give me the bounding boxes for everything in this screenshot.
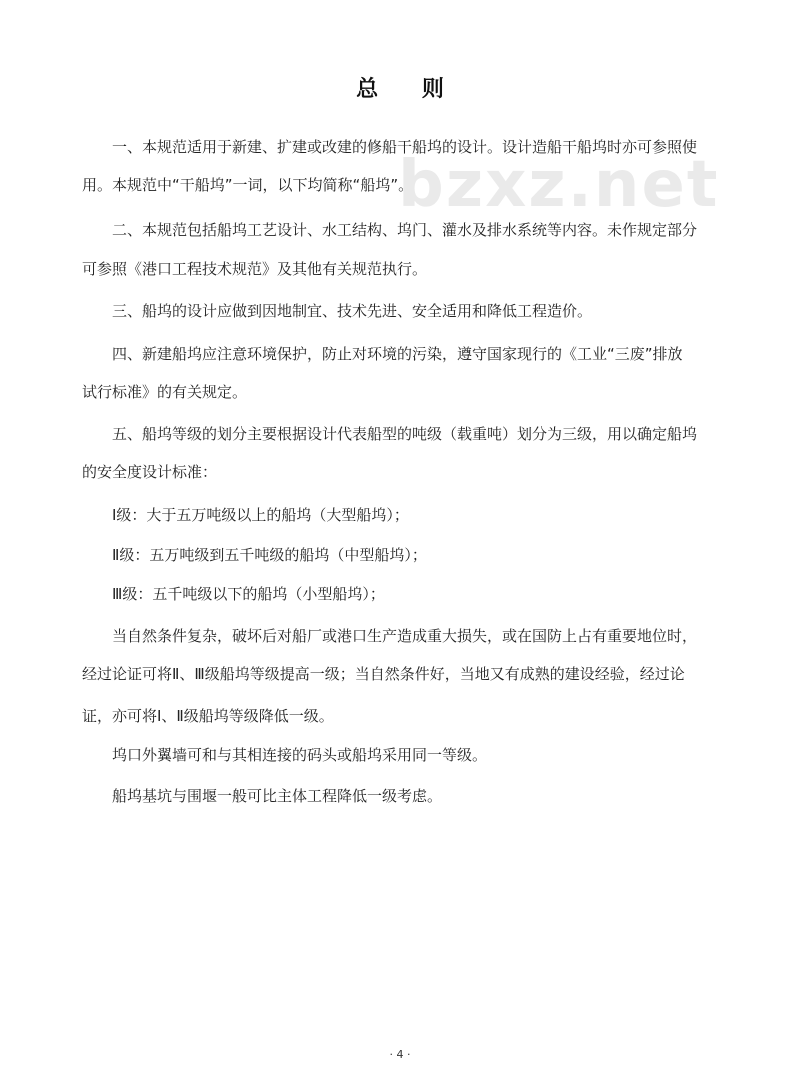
paragraph-6-line-1: 当自然条件复杂，破坏后对船厂或港口生产造成重大损失，或在国防上占有重要地位时， [112, 627, 698, 645]
page-number: · 4 · [389, 1048, 411, 1061]
paragraph-8-line-1: 船坞基坑与围堰一般可比主体工程降低一级考虑。 [112, 787, 443, 805]
paragraph-4-line-1: 四、新建船坞应注意环境保护，防止对环境的污染，遵守国家现行的《工业“三废”排放 [112, 345, 683, 363]
paragraph-1-line-1: 一、本规范适用于新建、扩建或改建的修船干船坞的设计。设计造船干船坞时亦可参照使 [112, 138, 698, 156]
grade-1-item: Ⅰ级：大于五万吨级以上的船坞（大型船坞）； [112, 506, 409, 524]
paragraph-4-line-2: 试行标准》的有关规定。 [82, 383, 248, 401]
paragraph-6-line-2: 经过论证可将Ⅱ、Ⅲ级船坞等级提高一级；当自然条件好，当地又有成熟的建设经验，经过论 [82, 665, 685, 683]
paragraph-5-line-1: 五、船坞等级的划分主要根据设计代表船型的吨级（载重吨）划分为三级，用以确定船坞 [112, 425, 698, 443]
paragraph-1-line-2: 用。本规范中“干船坞”一词，以下均简称“船坞”。 [82, 176, 414, 194]
paragraph-3-line-1: 三、船坞的设计应做到因地制宜、技术先进、安全适用和降低工程造价。 [112, 302, 593, 320]
page-title: 总 则 [356, 77, 462, 102]
grade-3-item: Ⅲ级：五千吨级以下的船坞（小型船坞）； [112, 585, 385, 603]
paragraph-7-line-1: 坞口外翼墙可和与其相连接的码头或船坞采用同一等级。 [112, 746, 488, 764]
paragraph-2-line-1: 二、本规范包括船坞工艺设计、水工结构、坞门、灌水及排水系统等内容。未作规定部分 [112, 221, 698, 239]
grade-2-item: Ⅱ级：五万吨级到五千吨级的船坞（中型船坞）； [112, 546, 427, 564]
watermark-text: bzxz.net [398, 148, 720, 222]
paragraph-6-line-3: 证，亦可将Ⅰ、Ⅱ级船坞等级降低一级。 [82, 707, 334, 725]
paragraph-2-line-2: 可参照《港口工程技术规范》及其他有关规范执行。 [82, 260, 428, 278]
paragraph-5-line-2: 的安全度设计标准： [82, 463, 218, 481]
